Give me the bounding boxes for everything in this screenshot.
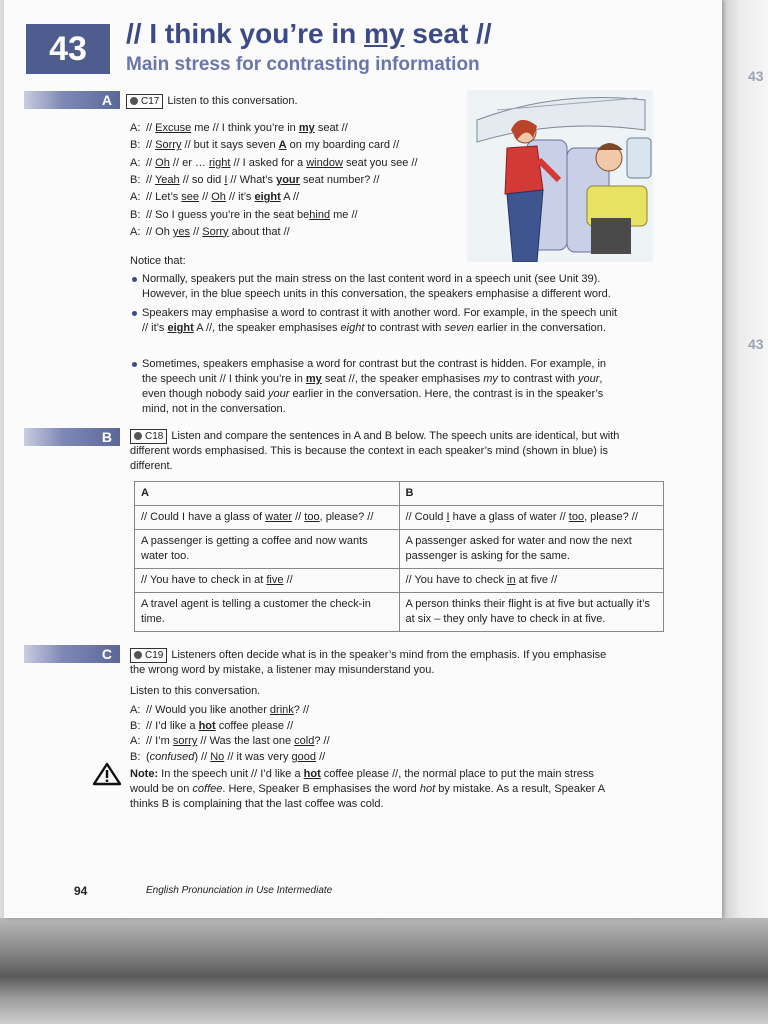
text-run: earlier in the conversation. Here, the contrast is in the speaker’s mind, not in the conversation.: [142, 388, 604, 415]
text-run: , please? //: [584, 511, 638, 523]
text-run: Oh: [211, 191, 226, 204]
table-cell: [135, 530, 400, 569]
text-run: good: [291, 750, 317, 763]
section-c-label: C: [24, 645, 120, 663]
text-run: coffee please //: [215, 719, 294, 732]
text-run: hot: [198, 719, 216, 732]
page-number: 94: [74, 884, 88, 898]
text-run: my: [483, 373, 498, 385]
text-run: //: [199, 191, 212, 204]
table-header: B: [399, 482, 664, 506]
text-run: // Would you like another: [146, 704, 270, 716]
speaker-label: B:: [130, 208, 141, 221]
text-run: //: [146, 122, 156, 134]
speaker-label: A:: [130, 122, 141, 134]
table-cell: [399, 569, 664, 593]
text-run: A //: [280, 191, 300, 204]
section-b-label: B: [24, 428, 120, 446]
table-cell: [135, 506, 400, 530]
audio-track-icon[interactable]: C17: [126, 94, 163, 109]
text-run: // but it says seven: [181, 139, 279, 152]
text-run: your: [276, 173, 300, 186]
text-run: A passenger is getting a coffee and now wants water too.: [141, 535, 368, 562]
text-run: see: [181, 191, 200, 204]
text-run: // What’s: [227, 173, 277, 186]
text-run: hot: [303, 768, 321, 780]
text-run: five: [266, 574, 284, 586]
text-run: have a glass of water //: [449, 511, 569, 523]
dialogue-line: [130, 137, 399, 154]
text-run: // You have to check in at: [141, 574, 267, 586]
text-run: // Could I have a glass of: [141, 511, 266, 523]
text-run: at five //: [515, 574, 558, 586]
text-run: A passenger asked for water and now the next passenger is asking for the same.: [405, 535, 632, 562]
text-run: In the speech unit // I’d like a: [158, 768, 304, 780]
text-run: sorry: [172, 735, 198, 748]
text-run: // Let’s: [146, 191, 182, 204]
text-run: I: [224, 173, 228, 186]
section-a-label: A: [24, 91, 120, 109]
text-run: // Was the last one: [197, 735, 295, 748]
text-run: I: [446, 511, 450, 523]
speaker-label: B:: [130, 139, 141, 152]
text-run: eight: [167, 322, 194, 334]
scan-shadow: [0, 918, 768, 1024]
text-run: A travel agent is telling a customer the check-in time.: [141, 598, 371, 625]
table-cell: [399, 530, 664, 569]
side-unit-number: 43: [748, 336, 764, 352]
text-run: , please? //: [319, 511, 374, 523]
text-run: seat you see //: [342, 156, 418, 169]
text-run: cold: [294, 735, 315, 748]
text-run: //: [283, 574, 293, 586]
text-run: //: [146, 173, 155, 186]
comparison-table: [134, 481, 664, 632]
text-run: Sometimes, speakers emphasise a word for contrast but the contrast is hidden. For example, in the speech unit // I think you’re in: [142, 358, 607, 385]
text-run: your: [268, 388, 290, 400]
text-run: Sorry: [202, 225, 229, 238]
book-page: [4, 0, 722, 918]
text-run: my: [298, 122, 315, 134]
text-run: earlier in the conversation.: [473, 322, 606, 334]
dialogue-line: [130, 207, 358, 224]
table-row: [135, 530, 664, 569]
text-run: confused: [149, 750, 195, 763]
page-subtitle: Main stress for contrasting information: [126, 54, 480, 75]
table-cell: [135, 593, 400, 632]
notice-bullet: [142, 306, 622, 336]
section-b-instruction: C18 Listen and compare the sentences in A and B below. The speech units are identical, but with different words emphasised. This is because the context in each speaker’s mind (shown in blue) is different.: [130, 430, 620, 472]
dialogue-line: [130, 120, 348, 137]
audio-track-icon[interactable]: C18: [130, 429, 167, 444]
text-run: window: [306, 156, 343, 169]
text-run: yes: [172, 225, 191, 238]
table-cell: [399, 506, 664, 530]
text-run: seat //: [314, 122, 348, 134]
table-cell: [399, 593, 664, 632]
text-run: Excuse: [155, 122, 192, 134]
notice-bullet: [142, 272, 622, 302]
text-run: my: [305, 373, 322, 385]
text-run: , even though nobody said: [142, 373, 603, 400]
text-run: ? //: [293, 704, 310, 716]
text-run: // so did: [179, 173, 225, 186]
text-run: hot: [419, 783, 436, 795]
page-title: // I think you’re in my seat //: [126, 18, 492, 49]
text-run: seven: [444, 322, 474, 334]
dialogue-line: [130, 702, 309, 719]
text-run: A //, the speaker emphasises: [193, 322, 341, 334]
text-run: coffee please //, the normal place to put the main stress would be on: [130, 768, 594, 795]
text-run: // er …: [169, 156, 209, 169]
warning-triangle-icon: [92, 762, 122, 786]
text-run: hind: [309, 208, 331, 221]
text-run: No: [210, 750, 225, 763]
text-run: by mistake. As a result, Speaker A thinks B is complaining that the last coffee was cold.: [130, 783, 605, 810]
dialogue-line: [130, 733, 330, 750]
dialogue-line: [130, 718, 293, 735]
speaker-label: B:: [130, 173, 141, 186]
text-run: //: [190, 225, 203, 238]
text-run: ) //: [194, 750, 211, 763]
text-run: about that //: [228, 225, 290, 238]
text-run: eight: [340, 322, 365, 334]
dialogue-line: [130, 189, 299, 206]
section-c-listen: Listen to this conversation.: [130, 685, 261, 697]
text-run: coffee: [192, 783, 223, 795]
text-run: A person thinks their flight is at five but actually it’s at six – they only have to check in at five.: [405, 598, 650, 625]
text-run: //: [292, 511, 305, 523]
text-run: in: [507, 574, 516, 586]
text-run: // I’d like a: [146, 719, 199, 732]
text-run: to contrast with: [497, 373, 578, 385]
text-run: seat number? //: [299, 173, 380, 186]
unit-number-badge: 43: [26, 24, 110, 74]
text-run: eight: [254, 191, 281, 204]
dialogue-line: [130, 172, 379, 189]
text-run: //: [146, 156, 156, 169]
text-run: drink: [269, 704, 294, 716]
section-c-instruction: C19 Listeners often decide what is in the speaker’s mind from the emphasis. If you emphasise the wrong word by mistake, a listener may misunderstand you.: [130, 649, 607, 676]
text-run: right: [208, 156, 231, 169]
speaker-label: A:: [130, 156, 141, 169]
text-run: // I asked for a: [230, 156, 307, 169]
table-row: [135, 506, 664, 530]
text-run: Normally, speakers put the main stress on the last content word in a speech unit (see Unit 39). However, in the blue speech units in this conversation, the speakers emphasise a different word.: [142, 273, 611, 300]
text-run: Sorry: [155, 139, 182, 152]
text-run: // So I guess you’re in the seat be: [146, 208, 310, 221]
text-run: Oh: [155, 156, 170, 169]
speaker-label: B:: [130, 750, 141, 763]
speaker-label: A:: [130, 225, 141, 238]
notice-heading: Notice that:: [130, 255, 186, 267]
text-run: // I’m: [146, 735, 173, 748]
text-run: on my boarding card //: [286, 139, 400, 152]
speaker-label: A:: [130, 704, 141, 716]
dialogue-line: [130, 155, 418, 172]
text-run: // You have to check: [405, 574, 508, 586]
table-row: [135, 593, 664, 632]
text-run: me // I think you’re in: [191, 122, 299, 134]
table-row: [135, 569, 664, 593]
next-page-edge: [722, 0, 768, 930]
section-a-instruction: C17 Listen to this conversation.: [126, 94, 298, 109]
text-run: seat //, the speaker emphasises: [321, 373, 484, 385]
text-run: me //: [330, 208, 358, 221]
text-run: (: [146, 750, 150, 763]
text-run: // Oh: [146, 225, 173, 238]
text-run: water: [265, 511, 293, 523]
speaker-label: A:: [130, 191, 141, 204]
text-run: . Here, Speaker B emphasises the word: [222, 783, 420, 795]
dialogue-line: [130, 224, 290, 241]
speaker-label: A:: [130, 735, 141, 748]
airplane-seat-illustration-icon: [467, 90, 653, 262]
text-run: A: [278, 139, 287, 152]
text-run: ? //: [314, 735, 330, 748]
book-title: English Pronunciation in Use Intermediate: [146, 885, 333, 896]
dialogue-line: [130, 749, 325, 766]
text-run: Note:: [130, 768, 159, 780]
text-run: Speakers may emphasise a word to contrast it with another word. For example, in the speech unit // it’s: [142, 307, 618, 334]
text-run: // it’s: [225, 191, 255, 204]
note-paragraph: [130, 767, 610, 812]
text-run: your: [577, 373, 600, 385]
text-run: // it was very: [224, 750, 292, 763]
table-header: A: [135, 482, 400, 506]
text-run: to contrast with: [364, 322, 445, 334]
text-run: too: [568, 511, 585, 523]
text-run: Yeah: [154, 173, 180, 186]
text-run: too: [304, 511, 320, 523]
text-run: //: [146, 139, 156, 152]
table-cell: [135, 569, 400, 593]
audio-track-icon[interactable]: C19: [130, 648, 167, 663]
text-run: // Could: [405, 511, 447, 523]
text-run: //: [316, 750, 326, 763]
notice-bullet: [142, 357, 622, 417]
speaker-label: B:: [130, 719, 141, 732]
side-unit-number: 43: [748, 68, 764, 84]
